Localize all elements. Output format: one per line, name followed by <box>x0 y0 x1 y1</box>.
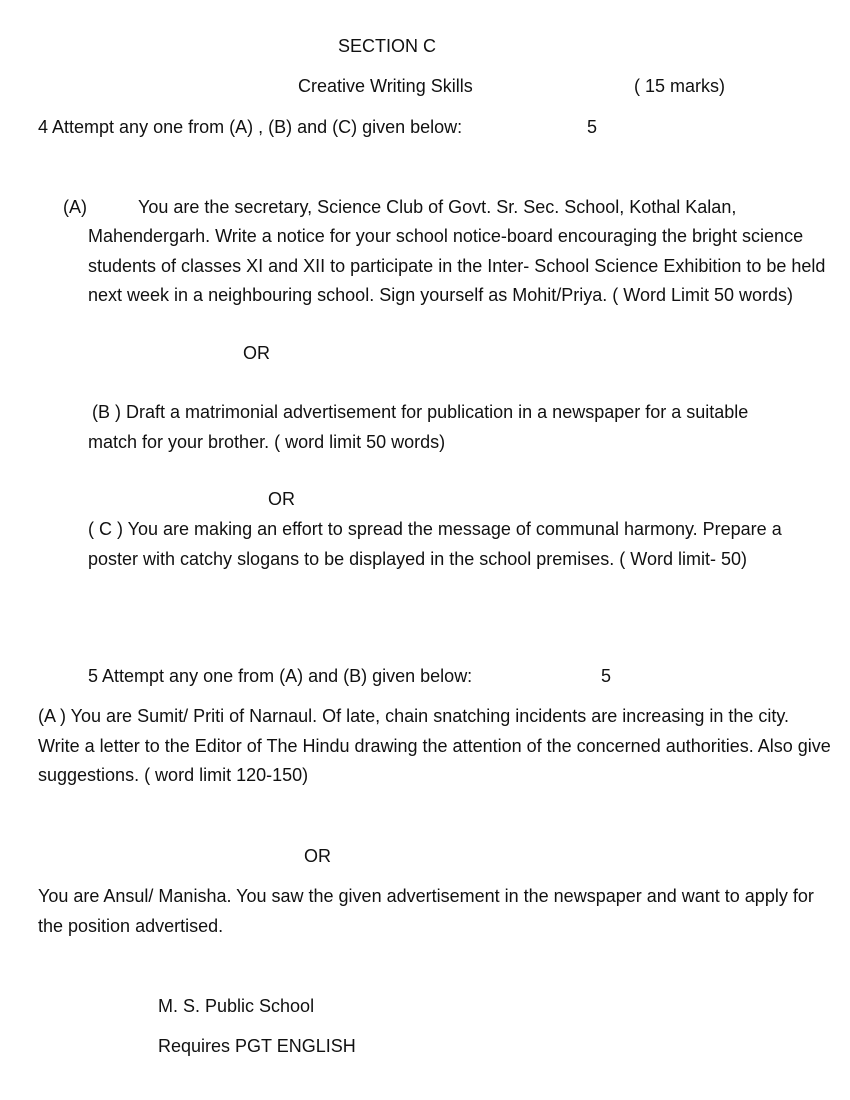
advertisement-position: Requires PGT ENGLISH <box>158 1036 356 1056</box>
q5-option-a-text: (A ) You are Sumit/ Priti of Narnaul. Of late, chain snatching incidents are increasing in the city. Write a letter to the Editor of The Hindu drawing the attention of the concerned authorities. Also give suggestions. ( word limit 120-150) <box>38 706 831 785</box>
q5-instruction: 5 Attempt any one from (A) and (B) given below: <box>88 666 473 686</box>
q4-option-a-text: Mahendergarh. Write a notice for your school notice-board encouraging the bright science students of classes XI and XII to participate in the Inter- School Science Exhibition to be held next week in a neighbouring school. Sign yourself as Mohit/Priya. ( Word Limit 50 words) <box>88 226 826 305</box>
q4-option-c-text: ( C ) You are making an effort to spread the message of communal harmony. Prepare a poster with catchy slogans to be displayed in the school premises. ( Word limit- 50) <box>88 519 782 569</box>
advertisement-school-name: M. S. Public School <box>158 996 315 1016</box>
q4-or-1: OR <box>243 343 270 363</box>
q4-instruction: 4 Attempt any one from (A) , (B) and (C) given below: <box>38 117 463 137</box>
q4-or-2: OR <box>268 489 295 509</box>
q4-marks: 5 <box>587 117 598 137</box>
q4-option-a-label: (A) <box>63 197 87 217</box>
q4-option-a-first-line: You are the secretary, Science Club of Govt. Sr. Sec. School, Kothal Kalan, <box>138 197 737 217</box>
section-marks: ( 15 marks) <box>634 76 726 96</box>
section-title: SECTION C <box>338 36 437 56</box>
q5-marks: 5 <box>601 666 612 686</box>
q5-option-b-text: You are Ansul/ Manisha. You saw the given advertisement in the newspaper and want to apply for the position advertised. <box>38 886 814 936</box>
q4-option-b-text: (B ) Draft a matrimonial advertisement for publication in a newspaper for a suitable match for your brother. ( word limit 50 words) <box>88 402 749 452</box>
q5-or: OR <box>304 846 331 866</box>
section-subtitle: Creative Writing Skills <box>298 76 473 96</box>
